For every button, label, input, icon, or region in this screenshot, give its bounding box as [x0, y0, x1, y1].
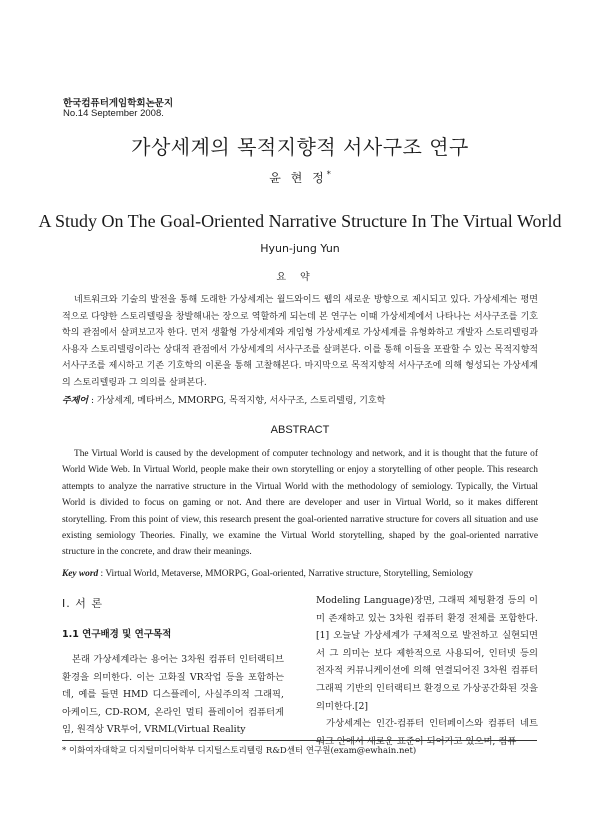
section-heading-introduction: Ⅰ. 서 론 [62, 597, 103, 610]
subsection-heading: 1.1 연구배경 및 연구목적 [62, 629, 172, 640]
author-footnote-mark: * [326, 170, 331, 179]
footnote-divider [62, 740, 537, 741]
issue-info: No.14 September 2008. [63, 108, 164, 119]
keywords-english [62, 569, 538, 579]
abstract-korean-text: 네트워크와 기술의 발전을 통해 도래한 가상세계는 월드와이드 웹의 새로운 방향으로 제시되고 있다. 가상세계는 평면적으로 다양한 스토리텔링을 창발해내는 장으로 역할하게 되는데 본 연구는 이때 가상세계에서 나타나는 서사구조를 기호학의 관점에서 살펴보고자 한다. 먼저 생활형 가상세계와 게임형 가상세계로 가상세계를 유형화하고 개발자 스토리텔링과 사용자 스토리텔링이라는 상대적 관점에서 가상세계의 서사구조를 살펴본다. 이를 통해 이들을 포괄할 수 있는 목적지향적 서사구조를 제시하고 기존 기호학의 이론을 통해 고찰해본다. 마지막으로 목적지향적 서사구조에 의해 형성되는 가상세계의 스토리텔링과 그 의의를 살펴본다. [62, 295, 538, 388]
body-left-column [62, 651, 284, 739]
footnote: * 이화여자대학교 디지털미디어학부 디지털스토리텔링 R&D센터 연구원(exam@ewhain.net) [62, 746, 417, 756]
abstract-korean-heading: 요약 [276, 272, 324, 283]
body-paragraph: 본래 가상세계라는 용어는 3차원 컴퓨터 인터랙티브 환경을 의미한다. 이는 고화질 VR작업 등을 포함하는데, 예를 들면 HMD 디스플레이, 사실주의적 그래픽, 아케이드, CD-ROM, 온라인 멀티 플레이어 컴퓨터게임, 원격상 VR투어, VRML(Virtual Reality [62, 654, 284, 736]
keywords-korean-list: : 가상세계, 메타버스, MMORPG, 목적지향, 서사구조, 스토리텔링, 기호학 [88, 396, 386, 406]
abstract-english-text: The Virtual World is caused by the development of computer technology and network, and it is thought that the future of World Wide Web. In Virtual World, people make their own storytelling or enjoy a storytelling of other people. This research attempts to analyze the narrative structure in the Virtual World with the methodology of semiology. Typically, the Virtual World is divided to focus on gaming or not. And there are developer and user in Virtual World, so it makes different storytelling. From this point of view, this research present the goal-oriented narrative structure for covers all situation and use existing semiology Theories. Finally, we examine the Virtual World storytelling, shaped by the goal-oriented narrative structure in the concrete, and draw their meanings. [62, 449, 538, 558]
keywords-english-list: : Virtual World, Metaverse, MMORPG, Goal-oriented, Narrative structure, Storytelling, Semiology [98, 569, 474, 579]
paper-title-english: A Study On The Goal-Oriented Narrative Structure In The Virtual World [38, 211, 562, 231]
keywords-korean-label: 주제어 [62, 396, 89, 406]
body-paragraph: 가상세계는 인간-컴퓨터 인터페이스와 컴퓨터 네트워크 안에서 새로운 표준이 되어가고 있으며, 컴퓨 [316, 718, 538, 747]
keywords-korean [62, 393, 538, 406]
author-korean [0, 169, 600, 186]
paper-title-korean: 가상세계의 목적지향적 서사구조 연구 [131, 135, 469, 159]
body-right-column [316, 592, 538, 750]
abstract-english-heading: ABSTRACT [270, 424, 330, 436]
body-paragraph: Modeling Language)장면, 그래픽 체팅환경 등의 이미 존재하고 있는 3차원 컴퓨터 환경 전체를 포함한다.[1] 오늘날 가상세계가 구체적으로 발전하고 실현되면서 그 의미는 보다 제한적으로 사용되어, 인터넷 등의 전자적 커뮤니케이션에 의해 연결되어진 3차원 컴퓨터 그래픽 기반의 인터랙티브 환경으로 가상공간화된 것을 의미한다.[2] [316, 595, 538, 712]
keywords-english-label: Key word [62, 569, 99, 579]
journal-name: 한국컴퓨터게임학회논문지 [63, 98, 174, 109]
author-name-korean: 윤 현 정 [269, 171, 327, 185]
author-english: Hyun-jung Yun [260, 242, 340, 255]
